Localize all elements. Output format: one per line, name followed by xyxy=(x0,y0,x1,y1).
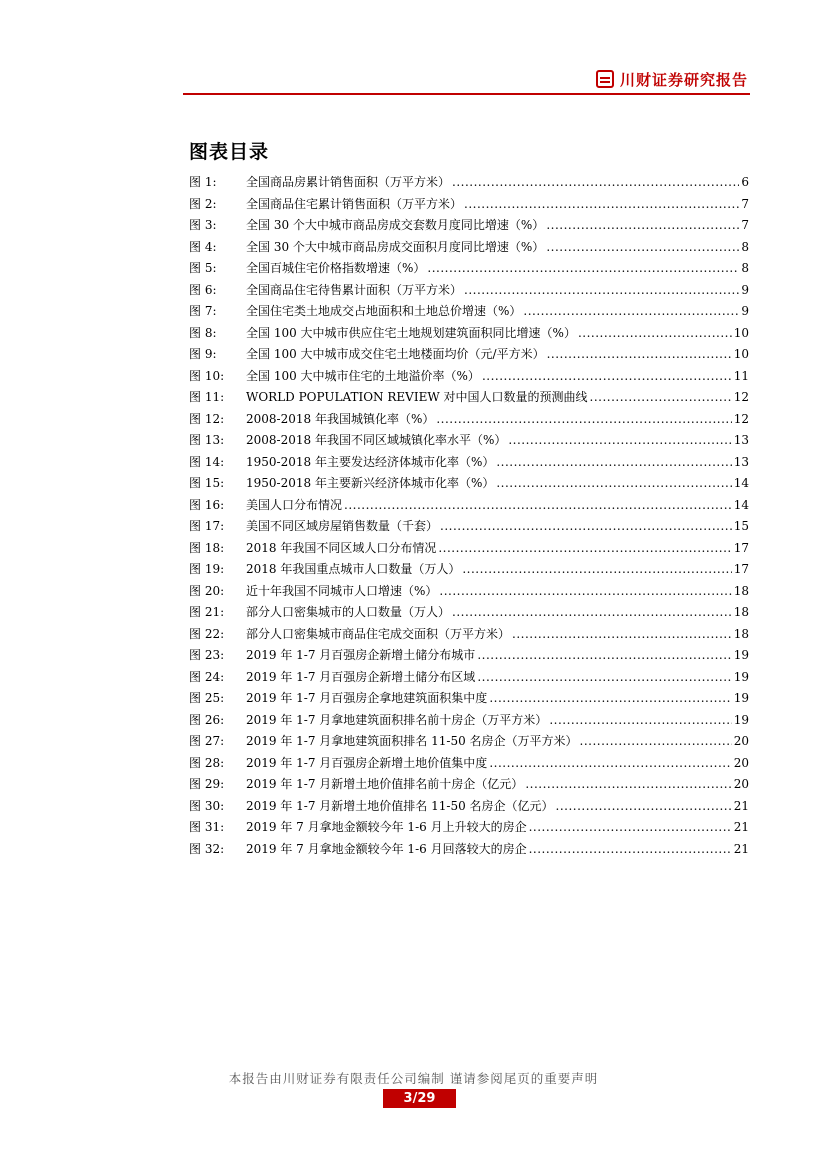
toc-entry[interactable] xyxy=(189,237,749,259)
toc-entry-title: 部分人口密集城市的人口数量（万人） xyxy=(246,605,451,619)
toc-entry[interactable] xyxy=(189,645,749,667)
toc-entry-title: 2008-2018 年我国不同区域城镇化率水平（%） xyxy=(246,433,507,447)
toc-leader-dots xyxy=(482,366,732,388)
toc-entry-page: 14 xyxy=(733,497,749,512)
toc-entry-page: 17 xyxy=(733,540,749,555)
toc-entry-label: 图 31: xyxy=(189,820,225,834)
toc-entry-page: 17 xyxy=(733,562,749,576)
toc-entry[interactable] xyxy=(189,688,749,710)
toc-entry[interactable] xyxy=(189,581,749,603)
toc-leader-dots xyxy=(525,774,731,796)
toc-entry-label: 图 27: xyxy=(189,734,225,748)
toc-entry-title: 2019 年 7 月拿地金额较今年 1-6 月回落较大的房企 xyxy=(246,841,527,856)
toc-entry[interactable] xyxy=(189,366,749,388)
toc-entry-title: 1950-2018 年主要新兴经济体城市化率（%） xyxy=(246,476,495,490)
toc-leader-dots xyxy=(464,194,739,216)
toc-entry-page: 13 xyxy=(733,433,749,447)
toc-leader-dots xyxy=(462,559,731,581)
toc-entry[interactable] xyxy=(189,452,749,474)
toc-leader-dots xyxy=(556,796,732,818)
chuancai-logo-icon xyxy=(596,70,614,88)
toc-leader-dots xyxy=(477,645,731,667)
toc-entry-page: 13 xyxy=(733,454,749,469)
toc-leader-dots xyxy=(439,581,731,603)
toc-entry-title: 全国 100 大中城市成交住宅土地楼面均价（元/平方米） xyxy=(246,347,545,361)
toc-entry-page: 12 xyxy=(733,411,749,426)
toc-entry-page: 18 xyxy=(733,626,749,641)
toc-entry-label: 图 23: xyxy=(189,648,225,662)
toc-entry-page: 9 xyxy=(741,282,749,297)
toc-entry[interactable] xyxy=(189,667,749,689)
toc-leader-dots xyxy=(523,301,739,323)
toc-entry-label: 图 19: xyxy=(189,562,225,576)
toc-entry-title: 近十年我国不同城市人口增速（%） xyxy=(246,583,438,598)
toc-entry-label: 图 28: xyxy=(189,755,225,770)
toc-entry[interactable] xyxy=(189,516,749,538)
toc-entry[interactable] xyxy=(189,731,749,753)
toc-leader-dots xyxy=(489,753,731,775)
toc-entry-title: 部分人口密集城市商品住宅成交面积（万平方米） xyxy=(246,626,511,641)
toc-entry-page: 19 xyxy=(733,648,749,662)
toc-entry-page: 19 xyxy=(733,691,749,705)
toc-entry-page: 20 xyxy=(733,777,749,791)
toc-entry-page: 18 xyxy=(733,583,749,598)
toc-leader-dots xyxy=(546,215,739,237)
toc-entry-page: 14 xyxy=(733,476,749,490)
toc-entry-page: 21 xyxy=(733,820,749,834)
brand-name: 川财证券研究报告 xyxy=(619,70,748,89)
toc-entry-title: 1950-2018 年主要发达经济体城市化率（%） xyxy=(246,454,495,469)
toc-entry-title: 2019 年 1-7 月拿地建筑面积排名前十房企（万平方米） xyxy=(246,712,548,727)
toc-entry[interactable] xyxy=(189,817,749,839)
toc-leader-dots xyxy=(440,516,732,538)
toc-entry-label: 图 3: xyxy=(189,218,217,232)
toc-entry-page: 19 xyxy=(733,712,749,727)
toc-entry-title: 2019 年 7 月拿地金额较今年 1-6 月上升较大的房企 xyxy=(246,820,527,834)
footer-disclaimer: 本报告由川财证券有限责任公司编制 谨请参阅尾页的重要声明 xyxy=(228,1071,599,1086)
toc-entry-page: 20 xyxy=(733,734,749,748)
page-number-badge: 3/29 xyxy=(383,1089,456,1108)
toc-entry-label: 图 13: xyxy=(189,433,225,447)
toc-leader-dots xyxy=(436,409,731,431)
toc-title: 图表目录 xyxy=(189,141,270,163)
toc-entry-title: 2019 年 1-7 月百强房企新增土地价值集中度 xyxy=(246,755,488,770)
toc-entry-label: 图 32: xyxy=(189,841,225,856)
toc-entry-page: 8 xyxy=(741,239,749,254)
toc-list xyxy=(189,172,749,860)
toc-leader-dots xyxy=(452,172,739,194)
toc-entry-label: 图 14: xyxy=(189,454,225,469)
toc-entry-label: 图 8: xyxy=(189,325,217,340)
toc-entry-title: 2019 年 1-7 月新增土地价值排名前十房企（亿元） xyxy=(246,777,524,791)
toc-entry-page: 7 xyxy=(741,196,749,211)
toc-entry-label: 图 20: xyxy=(189,583,225,598)
toc-entry-title: 全国 100 大中城市供应住宅土地规划建筑面积同比增速（%） xyxy=(246,325,576,340)
toc-entry[interactable] xyxy=(189,323,749,345)
toc-entry-title: 美国人口分布情况 xyxy=(246,497,343,512)
toc-entry[interactable] xyxy=(189,473,749,495)
header-divider xyxy=(183,93,750,95)
toc-entry-label: 图 30: xyxy=(189,798,225,813)
toc-entry-title: 2019 年 1-7 月百强房企新增土储分布城市 xyxy=(246,648,476,662)
toc-entry-title: 2019 年 1-7 月百强房企拿地建筑面积集中度 xyxy=(246,691,488,705)
toc-entry-label: 图 17: xyxy=(189,519,225,533)
toc-entry-page: 18 xyxy=(733,605,749,619)
toc-entry-label: 图 22: xyxy=(189,626,225,641)
toc-entry-label: 图 25: xyxy=(189,691,225,705)
toc-entry[interactable] xyxy=(189,839,749,861)
toc-entry-title: 全国商品住宅待售累计面积（万平方米） xyxy=(246,282,463,297)
toc-entry-title: WORLD POPULATION REVIEW 对中国人口数量的预测曲线 xyxy=(246,390,588,404)
toc-leader-dots xyxy=(464,280,739,302)
toc-leader-dots xyxy=(452,602,732,624)
toc-entry-title: 美国不同区域房屋销售数量（千套） xyxy=(246,519,439,533)
toc-leader-dots xyxy=(496,452,731,474)
toc-entry-title: 2018 年我国重点城市人口数量（万人） xyxy=(246,562,461,576)
toc-entry[interactable] xyxy=(189,710,749,732)
toc-entry-title: 全国百城住宅价格指数增速（%） xyxy=(246,261,426,275)
toc-entry-label: 图 16: xyxy=(189,497,225,512)
toc-leader-dots xyxy=(529,839,732,861)
toc-entry-title: 全国商品住宅累计销售面积（万平方米） xyxy=(246,196,463,211)
toc-entry-label: 图 21: xyxy=(189,605,225,619)
toc-entry-label: 图 11: xyxy=(189,390,225,404)
toc-entry[interactable] xyxy=(189,280,749,302)
toc-leader-dots xyxy=(578,323,732,345)
toc-entry-page: 21 xyxy=(733,841,749,856)
toc-entry[interactable] xyxy=(189,774,749,796)
toc-entry-label: 图 24: xyxy=(189,669,225,684)
toc-entry[interactable] xyxy=(189,495,749,517)
toc-entry-title: 2008-2018 年我国城镇化率（%） xyxy=(246,411,435,426)
toc-entry[interactable] xyxy=(189,624,749,646)
toc-entry-title: 2018 年我国不同区域人口分布情况 xyxy=(246,540,437,555)
toc-leader-dots xyxy=(508,430,731,452)
toc-entry-page: 15 xyxy=(733,519,749,533)
toc-entry[interactable] xyxy=(189,344,749,366)
toc-entry-title: 2019 年 1-7 月拿地建筑面积排名 11-50 名房企（万平方米） xyxy=(246,734,578,748)
toc-entry-label: 图 10: xyxy=(189,368,225,383)
toc-entry[interactable] xyxy=(189,258,749,280)
toc-leader-dots xyxy=(512,624,732,646)
toc-entry[interactable] xyxy=(189,215,749,237)
toc-leader-dots xyxy=(547,344,732,366)
toc-entry-page: 21 xyxy=(733,798,749,813)
toc-entry-label: 图 18: xyxy=(189,540,225,555)
toc-entry-label: 图 15: xyxy=(189,476,225,490)
toc-entry-title: 全国商品房累计销售面积（万平方米） xyxy=(246,175,451,189)
toc-leader-dots xyxy=(546,237,739,259)
toc-entry-page: 11 xyxy=(733,368,749,383)
toc-entry[interactable] xyxy=(189,194,749,216)
toc-entry[interactable] xyxy=(189,796,749,818)
toc-entry-page: 9 xyxy=(741,304,749,318)
toc-entry-page: 8 xyxy=(741,261,749,275)
toc-entry-label: 图 1: xyxy=(189,175,217,189)
toc-entry-label: 图 29: xyxy=(189,777,225,791)
toc-entry-page: 7 xyxy=(741,218,749,232)
toc-entry[interactable] xyxy=(189,538,749,560)
toc-entry[interactable] xyxy=(189,753,749,775)
toc-leader-dots xyxy=(489,688,731,710)
toc-leader-dots xyxy=(344,495,732,517)
toc-leader-dots xyxy=(496,473,731,495)
toc-leader-dots xyxy=(549,710,731,732)
toc-entry[interactable] xyxy=(189,301,749,323)
toc-entry-label: 图 6: xyxy=(189,282,217,297)
toc-entry-page: 19 xyxy=(733,669,749,684)
toc-leader-dots xyxy=(438,538,731,560)
toc-entry-title: 2019 年 1-7 月百强房企新增土储分布区域 xyxy=(246,669,476,684)
toc-entry[interactable] xyxy=(189,172,749,194)
toc-entry-title: 全国住宅类土地成交占地面积和土地总价增速（%） xyxy=(246,304,522,318)
toc-entry-label: 图 26: xyxy=(189,712,225,727)
toc-entry-label: 图 2: xyxy=(189,196,217,211)
toc-leader-dots xyxy=(580,731,732,753)
toc-leader-dots xyxy=(427,258,739,280)
toc-entry[interactable] xyxy=(189,409,749,431)
toc-entry-label: 图 7: xyxy=(189,304,217,318)
toc-entry[interactable] xyxy=(189,387,749,409)
toc-entry-title: 全国 100 大中城市住宅的土地溢价率（%） xyxy=(246,368,480,383)
toc-entry-page: 6 xyxy=(741,175,749,189)
toc-entry[interactable] xyxy=(189,602,749,624)
toc-entry-page: 12 xyxy=(733,390,749,404)
toc-entry-label: 图 12: xyxy=(189,411,225,426)
toc-entry-label: 图 4: xyxy=(189,239,217,254)
toc-entry[interactable] xyxy=(189,430,749,452)
toc-entry-title: 2019 年 1-7 月新增土地价值排名 11-50 名房企（亿元） xyxy=(246,798,554,813)
toc-entry-page: 20 xyxy=(733,755,749,770)
header-brand xyxy=(596,68,748,90)
toc-leader-dots xyxy=(590,387,732,409)
toc-entry-page: 10 xyxy=(733,325,749,340)
toc-entry-label: 图 5: xyxy=(189,261,217,275)
toc-leader-dots xyxy=(477,667,731,689)
toc-entry-page: 10 xyxy=(733,347,749,361)
toc-entry-label: 图 9: xyxy=(189,347,217,361)
toc-entry[interactable] xyxy=(189,559,749,581)
toc-entry-title: 全国 30 个大中城市商品房成交套数月度同比增速（%） xyxy=(246,218,545,232)
toc-leader-dots xyxy=(529,817,732,839)
toc-entry-title: 全国 30 个大中城市商品房成交面积月度同比增速（%） xyxy=(246,239,545,254)
